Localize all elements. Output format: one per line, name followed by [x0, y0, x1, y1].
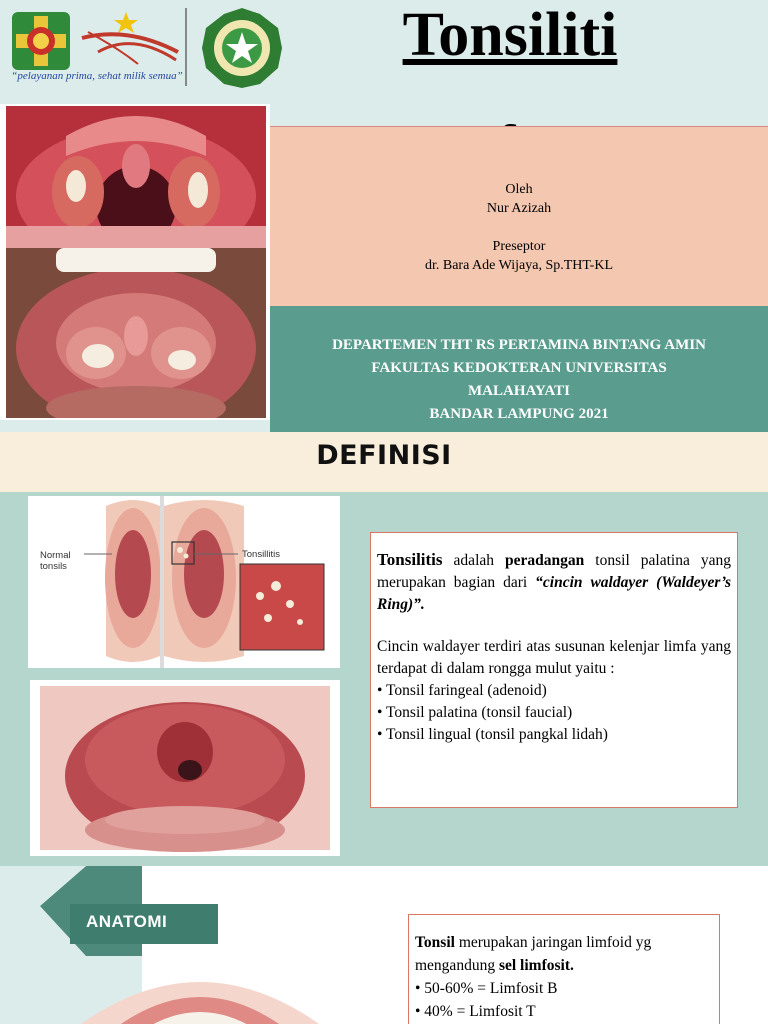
definition-paragraph	[377, 549, 731, 616]
tonsil-description	[415, 931, 713, 977]
department-block	[270, 334, 768, 426]
preceptor-label: Preseptor	[492, 239, 546, 254]
definition-bold: peradangan	[505, 552, 585, 569]
pertamina-swoosh-logo	[78, 8, 183, 70]
bullet-item: • Tonsil lingual (tonsil pangkal lidah)	[377, 726, 608, 743]
author-name: Nur Azizah	[486, 201, 552, 216]
definition-term: Tonsilitis	[377, 550, 443, 569]
tonsil-term: Tonsil	[415, 934, 455, 951]
throat-photo-stack	[0, 104, 270, 420]
normal-tonsils-label: Normal tonsils	[40, 550, 71, 572]
logo-tagline: “pelayanan prima, sehat milik semua”	[11, 70, 183, 82]
tonsil-diagram-illustration	[28, 496, 340, 668]
university-logo	[200, 6, 284, 90]
bullet-item: • Tonsil palatina (tonsil faucial)	[377, 704, 573, 721]
open-mouth-photo	[30, 680, 340, 856]
anatomi-slide	[0, 866, 768, 1024]
tonsil-text: merupakan jaringan limfoid yg mengandung	[415, 934, 652, 974]
department-line: BANDAR LAMPUNG 2021	[429, 406, 609, 422]
tonsil-bold: sel limfosit.	[498, 957, 574, 974]
definisi-title: DEFINISI	[316, 440, 452, 471]
preceptor-name: dr. Bara Ade Wijaya, Sp.THT-KL	[424, 258, 613, 273]
author-label: Oleh	[505, 182, 533, 197]
title-slide	[0, 0, 768, 432]
tonsillitis-mouth-photo	[6, 248, 266, 418]
definition-text: tonsil palatina yang merupakan bagian dari	[377, 552, 731, 591]
bullet-item: • 50-60% = Limfosit B	[415, 980, 558, 997]
bullet-item: • Tonsil faringeal (adenoid)	[377, 682, 547, 699]
tonsillitis-label: Tonsillitis	[242, 549, 281, 560]
definition-italic: “cincin waldayer (Waldeyer’s Ring)”.	[377, 574, 731, 613]
tonsil-diagram	[28, 496, 340, 668]
tonsillitis-throat-photo	[6, 106, 266, 248]
department-line: DEPARTEMEN THT RS PERTAMINA BINTANG AMIN	[332, 337, 706, 353]
lips-illustration	[50, 952, 350, 1024]
bullet-item: • 40% = Limfosit T	[415, 1003, 536, 1020]
author-block	[270, 180, 768, 275]
definisi-slide	[0, 432, 768, 866]
tonsil-description-box	[408, 914, 720, 1024]
department-line: FAKULTAS KEDOKTERAN UNIVERSITAS	[371, 360, 667, 376]
department-line: MALAHAYATI	[468, 383, 570, 399]
anatomi-banner-label: ANATOMI	[86, 912, 168, 931]
open-mouth-photo-illustration	[30, 680, 340, 856]
cincin-intro: Cincin waldayer terdiri atas susunan kelenjar limfa yang terdapat di dalam rongga mulut yaitu :	[377, 638, 731, 677]
definition-text: adalah	[442, 552, 506, 569]
pertamina-hospital-logo	[10, 10, 72, 72]
definition-box	[370, 532, 738, 808]
logo-area	[0, 0, 290, 100]
slide-title: Tonsiliti	[402, 1, 618, 69]
